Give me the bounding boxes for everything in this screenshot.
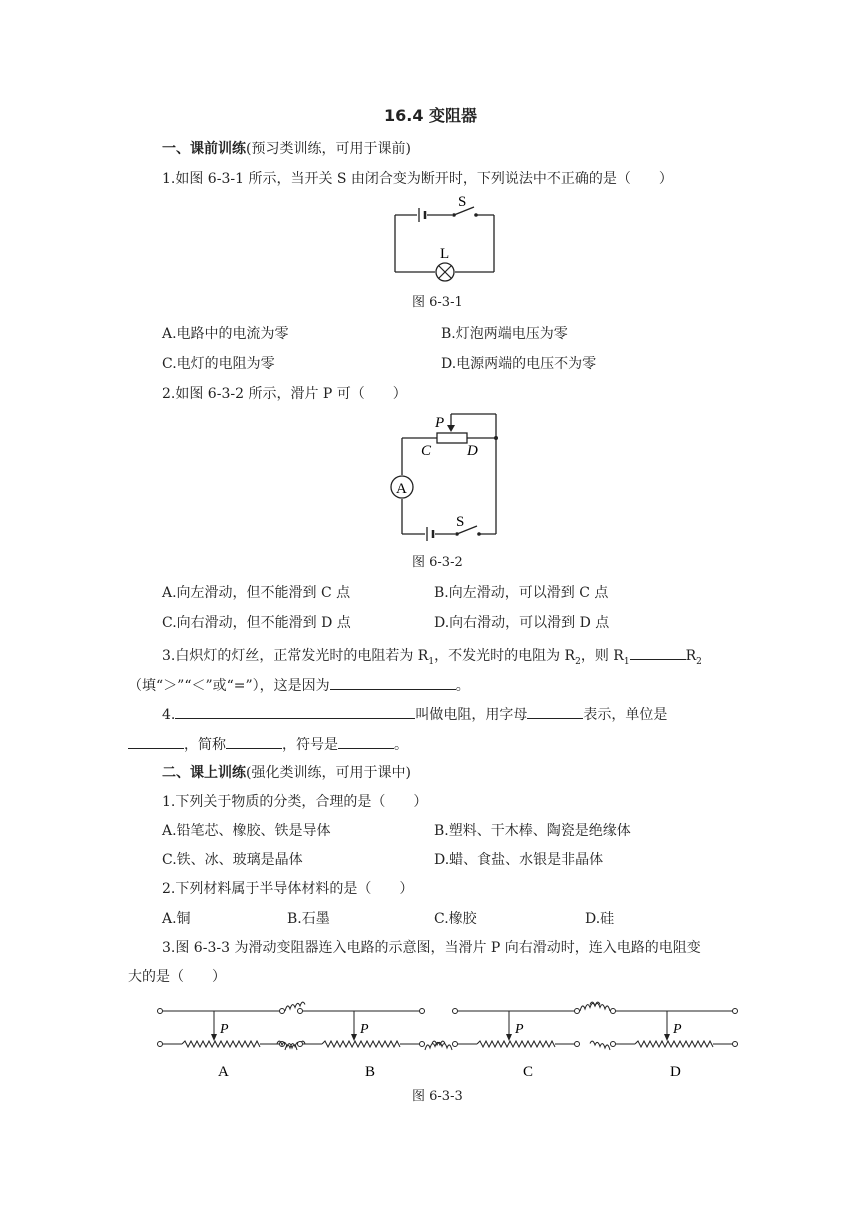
q4-blank-5[interactable] bbox=[338, 734, 394, 749]
section-2-heading bbox=[162, 764, 411, 782]
figure-6-3-3 bbox=[150, 990, 750, 1082]
s2q2-option-c: C.橡胶 bbox=[434, 911, 477, 927]
figure-6-3-1 bbox=[390, 192, 500, 280]
fig3-label-C: C bbox=[523, 1064, 534, 1080]
s2q2-stem: 2.下列材料属于半导体材料的是（ ） bbox=[162, 881, 414, 897]
q3-text-5: （填“＞”“＜”或“=”），这是因为 bbox=[128, 678, 330, 694]
resistance-wire-icon bbox=[322, 1041, 400, 1047]
s2q3-stem-2: 大的是（ ） bbox=[128, 969, 226, 985]
fig2-label-C: C bbox=[421, 443, 432, 459]
s2q1-option-c: C.铁、冰、玻璃是晶体 bbox=[162, 852, 303, 868]
s2q1-option-b: B.塑料、干木棒、陶瓷是绝缘体 bbox=[434, 823, 631, 839]
q4-text-3: 表示，单位是 bbox=[583, 707, 668, 723]
slider-label-P: P bbox=[220, 1022, 229, 1037]
resistance-wire-icon bbox=[477, 1041, 555, 1047]
q3-line1 bbox=[162, 645, 702, 671]
q3-sub-1: 1 bbox=[428, 656, 435, 667]
q1-option-c: C.电灯的电阻为零 bbox=[162, 356, 275, 372]
fig2-label-P: P bbox=[435, 415, 445, 431]
fig3-label-D: D bbox=[670, 1064, 681, 1080]
q4-text-1: 4. bbox=[162, 707, 176, 723]
q4-line2 bbox=[128, 734, 408, 754]
q2-option-a: A.向左滑动，但不能滑到 C 点 bbox=[162, 585, 351, 601]
q4-text-2: 叫做电阻，用字母 bbox=[415, 707, 528, 723]
q3-sub-3: 1 bbox=[623, 656, 630, 667]
figure-6-3-2 bbox=[385, 408, 505, 543]
q3-sub-4: 2 bbox=[696, 656, 702, 667]
fig2-label-D: D bbox=[467, 443, 478, 459]
section-1-note: (预习类训练，可用于课前) bbox=[246, 141, 411, 157]
q3-blank-1[interactable] bbox=[630, 645, 686, 660]
section-2-note: (强化类训练，可用于课中) bbox=[246, 765, 411, 781]
page-title: 16.4 变阻器 bbox=[384, 106, 478, 125]
q1-caption: 图 6-3-1 bbox=[412, 295, 463, 310]
s2q1-stem: 1.下列关于物质的分类，合理的是（ ） bbox=[162, 794, 428, 810]
q3-blank-2[interactable] bbox=[330, 675, 456, 690]
slider-label-P: P bbox=[673, 1022, 682, 1037]
section-2-title: 二、课上训练 bbox=[162, 765, 246, 781]
q3-text-2: ，不发光时的电阻为 R bbox=[434, 648, 576, 664]
q4-blank-3[interactable] bbox=[128, 734, 184, 749]
q3-text-3: ，则 R bbox=[580, 648, 624, 664]
q4-text-4: ，简称 bbox=[184, 737, 226, 753]
q1-stem: 1.如图 6-3-1 所示，当开关 S 由闭合变为断开时，下列说法中不正确的是（ ） bbox=[162, 171, 673, 187]
section-1-heading bbox=[162, 140, 411, 158]
terminal-icon bbox=[453, 1009, 458, 1014]
q2-stem: 2.如图 6-3-2 所示，滑片 P 可（ ） bbox=[162, 386, 407, 402]
s2q2-option-b: B.石墨 bbox=[287, 911, 330, 927]
terminal-icon bbox=[420, 1009, 425, 1014]
q2-option-c: C.向右滑动，但不能滑到 D 点 bbox=[162, 615, 351, 631]
terminal-icon bbox=[611, 1042, 616, 1047]
fig3-label-A: A bbox=[218, 1064, 229, 1080]
terminal-icon bbox=[280, 1009, 285, 1014]
terminal-icon bbox=[158, 1042, 163, 1047]
q3-text-6: 。 bbox=[455, 678, 470, 694]
terminal-icon bbox=[298, 1042, 303, 1047]
q4-blank-4[interactable] bbox=[226, 734, 282, 749]
resistance-wire-icon bbox=[182, 1041, 260, 1047]
q2-option-b: B.向左滑动，可以滑到 C 点 bbox=[434, 585, 609, 601]
q1-option-b: B.灯泡两端电压为零 bbox=[441, 326, 568, 342]
rheostat-icon bbox=[437, 433, 467, 443]
s2q2-option-d: D.硅 bbox=[585, 911, 615, 927]
fig3-label-B: B bbox=[365, 1064, 376, 1080]
s2q1-option-a: A.铅笔芯、橡胶、铁是导体 bbox=[162, 823, 331, 839]
fig1-label-S: S bbox=[458, 194, 467, 210]
q3-sub-2: 2 bbox=[575, 656, 581, 667]
terminal-icon bbox=[298, 1009, 303, 1014]
slider-label-P: P bbox=[515, 1022, 524, 1037]
q4-text-6: 。 bbox=[394, 737, 408, 753]
wire-lead-icon bbox=[590, 1041, 610, 1050]
q4-blank-2[interactable] bbox=[527, 704, 583, 719]
terminal-icon bbox=[575, 1042, 580, 1047]
q2-caption: 图 6-3-2 bbox=[412, 555, 463, 570]
q4-text-5: ，符号是 bbox=[282, 737, 338, 753]
section-1-title: 一、课前训练 bbox=[162, 141, 246, 157]
q3-line2 bbox=[128, 675, 470, 695]
terminal-icon bbox=[733, 1009, 738, 1014]
terminal-icon bbox=[575, 1009, 580, 1014]
q3-text-4: R bbox=[685, 648, 697, 664]
terminal-icon bbox=[158, 1009, 163, 1014]
s2q2-option-a: A.铜 bbox=[162, 911, 191, 927]
fig1-label-L: L bbox=[440, 246, 450, 262]
s2q1-option-d: D.蜡、食盐、水银是非晶体 bbox=[434, 852, 604, 868]
s2q3-caption: 图 6-3-3 bbox=[412, 1089, 463, 1104]
terminal-icon bbox=[420, 1042, 425, 1047]
q1-option-d: D.电源两端的电压不为零 bbox=[441, 356, 597, 372]
terminal-icon bbox=[611, 1009, 616, 1014]
q1-option-a: A.电路中的电流为零 bbox=[162, 326, 289, 342]
slider-label-P: P bbox=[360, 1022, 369, 1037]
fig2-label-S: S bbox=[456, 514, 465, 530]
q3-text-1: 3.白炽灯的灯丝，正常发光时的电阻若为 R bbox=[162, 648, 429, 664]
terminal-icon bbox=[453, 1042, 458, 1047]
q2-option-d: D.向右滑动，可以滑到 D 点 bbox=[434, 615, 610, 631]
resistance-wire-icon bbox=[635, 1041, 713, 1047]
s2q3-stem-1: 3.图 6-3-3 为滑动变阻器连入电路的示意图，当滑片 P 向右滑动时，连入电路的电阻变 bbox=[162, 940, 701, 956]
fig2-label-A: A bbox=[396, 481, 407, 497]
terminal-icon bbox=[733, 1042, 738, 1047]
q4-line1 bbox=[162, 704, 667, 724]
q4-blank-1[interactable] bbox=[175, 704, 415, 719]
